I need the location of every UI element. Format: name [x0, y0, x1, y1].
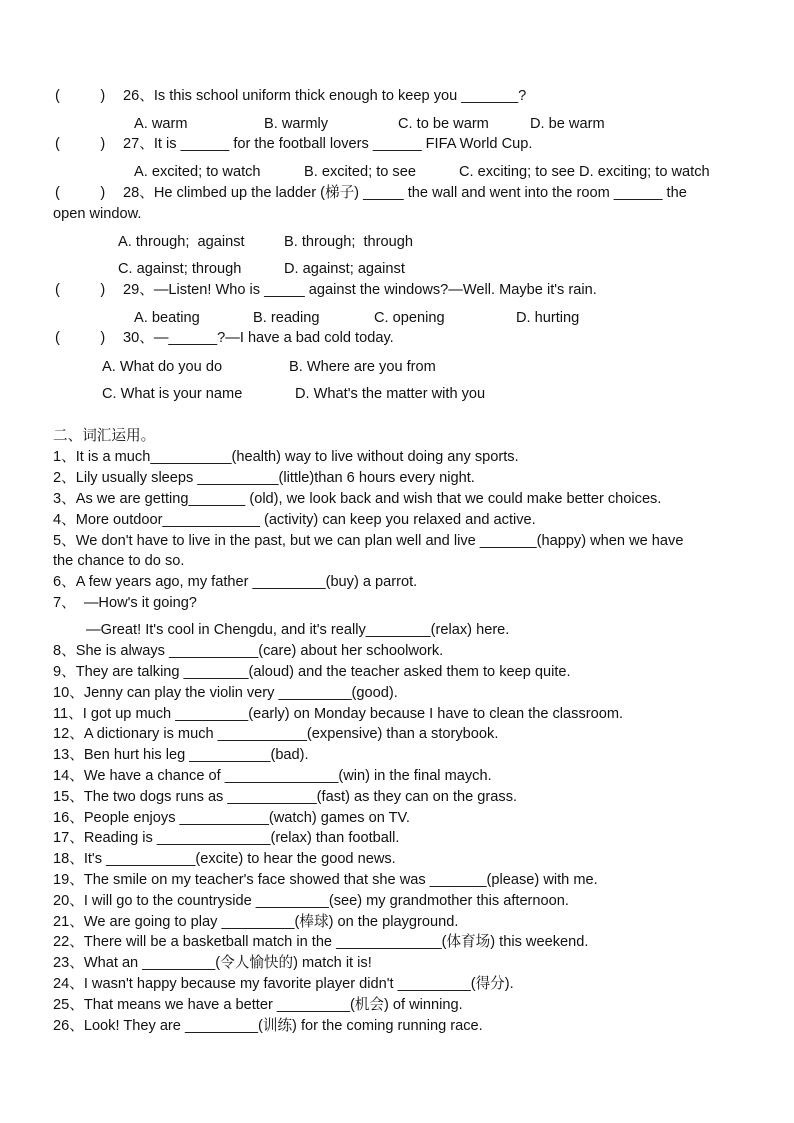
q27-option-cd[interactable]: C. exciting; to see D. exciting; to watch — [459, 164, 710, 180]
q30-answer-blank[interactable]: ( ) — [55, 330, 106, 346]
q29-answer-blank[interactable]: ( ) — [55, 282, 106, 298]
q29-option-a[interactable]: A. beating — [134, 310, 200, 326]
vocab-item-23: 23、What an _________(令人愉快的) match it is! — [53, 955, 372, 971]
q28-option-a[interactable]: A. through; against — [118, 234, 245, 250]
vocab-item-26: 26、Look! They are _________(训练) for the coming running race. — [53, 1018, 483, 1034]
vocab-item-17: 17、Reading is ______________(relax) than football. — [53, 830, 400, 846]
q26-option-c[interactable]: C. to be warm — [398, 116, 489, 132]
vocab-item-14: 14、We have a chance of ______________(win) in the final maych. — [53, 768, 492, 784]
q29-option-b[interactable]: B. reading — [253, 310, 320, 326]
q27-option-a[interactable]: A. excited; to watch — [134, 164, 261, 180]
vocab-item-19: 19、The smile on my teacher's face showed that she was _______(please) with me. — [53, 872, 598, 888]
vocab-item-21: 21、We are going to play _________(棒球) on the playground. — [53, 914, 459, 930]
q29-stem: 29、—Listen! Who is _____ against the windows?—Well. Maybe it's rain. — [123, 282, 597, 298]
q27-option-b[interactable]: B. excited; to see — [304, 164, 416, 180]
vocab-item-5-continued: the chance to do so. — [53, 553, 185, 569]
vocab-item-16: 16、People enjoys ___________(watch) games on TV. — [53, 810, 410, 826]
vocab-item-25: 25、That means we have a better _________(机会) of winning. — [53, 997, 463, 1013]
vocab-item-1: 1、It is a much__________(health) way to live without doing any sports. — [53, 449, 519, 465]
vocab-item-11: 11、I got up much _________(early) on Monday because I have to clean the classroom. — [53, 706, 624, 722]
vocab-item-13: 13、Ben hurt his leg __________(bad). — [53, 747, 309, 763]
vocab-item-12: 12、A dictionary is much ___________(expensive) than a storybook. — [53, 726, 499, 742]
q27-answer-blank[interactable]: ( ) — [55, 136, 106, 152]
q28-option-b[interactable]: B. through; through — [284, 234, 413, 250]
q30-option-c[interactable]: C. What is your name — [102, 386, 243, 402]
vocab-item-7-reply: —Great! It's cool in Chengdu, and it's really________(relax) here. — [86, 622, 510, 638]
vocab-item-20: 20、I will go to the countryside _________(see) my grandmother this afternoon. — [53, 893, 569, 909]
q30-option-b[interactable]: B. Where are you from — [289, 359, 436, 375]
vocab-item-5: 5、We don't have to live in the past, but we can plan well and live _______(happy) when we have — [53, 533, 684, 549]
vocab-item-9: 9、They are talking ________(aloud) and the teacher asked them to keep quite. — [53, 664, 571, 680]
q26-option-d[interactable]: D. be warm — [530, 116, 605, 132]
vocab-item-6: 6、A few years ago, my father _________(buy) a parrot. — [53, 574, 418, 590]
q28-stem-continued: open window. — [53, 206, 142, 222]
q28-option-c[interactable]: C. against; through — [118, 261, 242, 277]
q29-option-c[interactable]: C. opening — [374, 310, 445, 326]
q30-option-a[interactable]: A. What do you do — [102, 359, 223, 375]
q28-answer-blank[interactable]: ( ) — [55, 185, 106, 201]
vocab-item-24: 24、I wasn't happy because my favorite player didn't _________(得分). — [53, 976, 514, 992]
q26-option-a[interactable]: A. warm — [134, 116, 188, 132]
vocab-item-4: 4、More outdoor____________ (activity) can keep you relaxed and active. — [53, 512, 536, 528]
vocab-item-10: 10、Jenny can play the violin very _________(good). — [53, 685, 398, 701]
q30-stem: 30、—______?—I have a bad cold today. — [123, 330, 394, 346]
vocab-item-8: 8、She is always ___________(care) about her schoolwork. — [53, 643, 444, 659]
vocab-item-2: 2、Lily usually sleeps __________(little)than 6 hours every night. — [53, 470, 475, 486]
vocab-item-7: 7、 —How's it going? — [53, 595, 197, 611]
vocab-item-15: 15、The two dogs runs as ___________(fast) as they can on the grass. — [53, 789, 518, 805]
q28-stem: 28、He climbed up the ladder (梯子) _____ the wall and went into the room ______ the — [123, 185, 687, 201]
q30-option-d[interactable]: D. What's the matter with you — [295, 386, 486, 402]
q26-stem: 26、Is this school uniform thick enough to keep you _______? — [123, 88, 527, 104]
q26-answer-blank[interactable]: ( ) — [55, 88, 106, 104]
section-2-heading: 二、词汇运用。 — [53, 428, 156, 444]
vocab-item-22: 22、There will be a basketball match in the _____________(体育场) this weekend. — [53, 934, 589, 950]
q26-option-b[interactable]: B. warmly — [264, 116, 329, 132]
q27-stem: 27、It is ______ for the football lovers ______ FIFA World Cup. — [123, 136, 533, 152]
q29-option-d[interactable]: D. hurting — [516, 310, 580, 326]
vocab-item-3: 3、As we are getting_______ (old), we look back and wish that we could make better choices. — [53, 491, 662, 507]
vocab-item-18: 18、It's ___________(excite) to hear the good news. — [53, 851, 396, 867]
q28-option-d[interactable]: D. against; against — [284, 261, 405, 277]
